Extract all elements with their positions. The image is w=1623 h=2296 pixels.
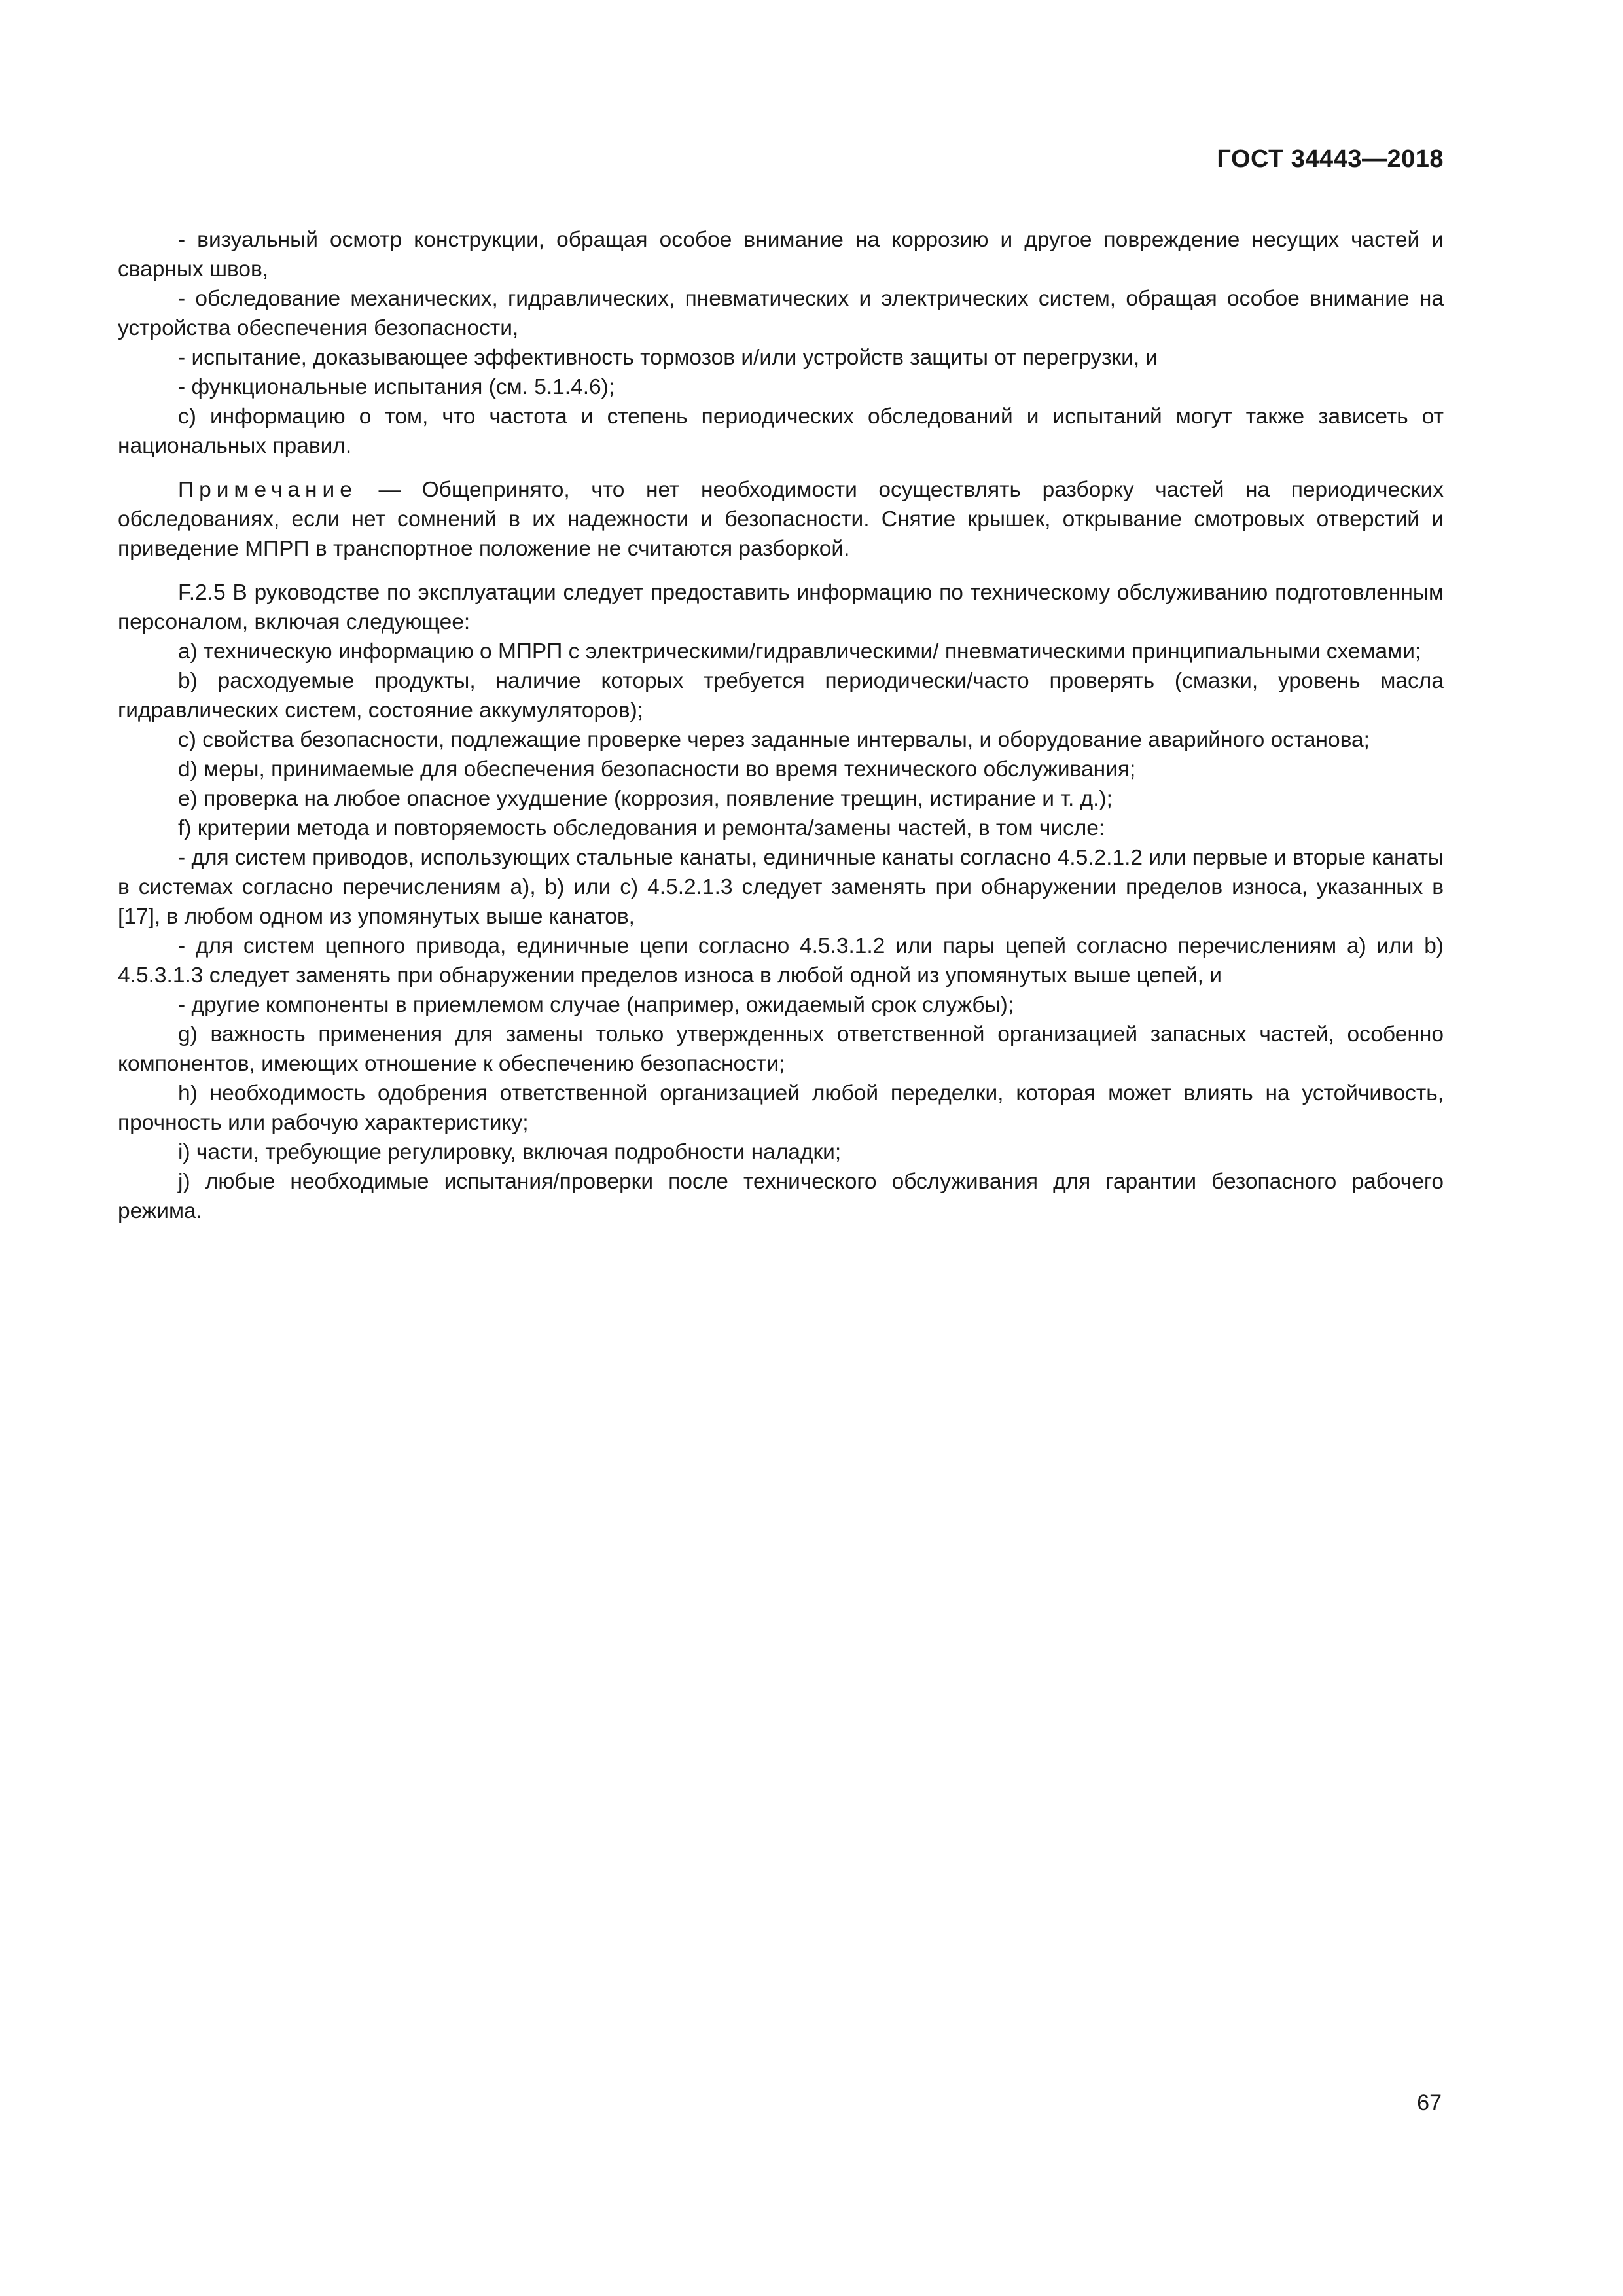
list-item: a) техническую информацию о МПРП с электрическими/гидравлическими/ пневматическими принципиальными схемами;: [178, 639, 1421, 664]
list-item: - обследование механических, гидравлических, пневматических и электрических систем, обращая особое внимание на устройства обеспечения безопасности,: [118, 287, 1444, 340]
list-item: j) любые необходимые испытания/проверки после технического обслуживания для гарантии безопасного рабочего режима.: [118, 1170, 1444, 1223]
note-text: — Общепринято, что нет необходимости осуществлять разборку частей на периодических обследованиях, если нет сомнений в их надежности и безопасности. Снятие крышек, открывание смотровых отверстий и приведение МПРП в транспортное положение не считаются разборкой.: [118, 478, 1444, 561]
section-paragraph: F.2.5 В руководстве по эксплуатации следует предоставить информацию по техническому обслуживанию подготовленным персоналом, включая следующее:: [118, 581, 1444, 634]
document-number-header: ГОСТ 34443—2018: [1217, 145, 1444, 173]
note-paragraph: [118, 475, 1444, 564]
list-item: - функциональные испытания (см. 5.1.4.6);: [178, 375, 615, 399]
list-item: e) проверка на любое опасное ухудшение (коррозия, появление трещин, истирание и т. д.);: [178, 787, 1113, 811]
list-item: - визуальный осмотр конструкции, обращая особое внимание на коррозию и другое повреждение несущих частей и сварных швов,: [118, 228, 1444, 281]
list-item: c) свойства безопасности, подлежащие проверке через заданные интервалы, и оборудование аварийного останова;: [178, 728, 1370, 752]
list-item: d) меры, принимаемые для обеспечения безопасности во время технического обслуживания;: [178, 757, 1136, 781]
list-item: f) критерии метода и повторяемость обследования и ремонта/замены частей, в том числе:: [178, 816, 1105, 840]
list-item: i) части, требующие регулировку, включая подробности наладки;: [178, 1140, 842, 1164]
list-item: b) расходуемые продукты, наличие которых требуется периодически/часто проверять (смазки, уровень масла гидравлических систем, состояние аккумуляторов);: [118, 669, 1444, 723]
note-label: Примечание: [178, 478, 357, 502]
list-item: - для систем цепного привода, единичные цепи согласно 4.5.3.1.2 или пары цепей согласно перечислениям а) или b) 4.5.3.1.3 следует заменять при обнаружении пределов износа в любой одной из упомянутых выше цепей, и: [118, 934, 1444, 988]
list-item: - для систем приводов, использующих стальные канаты, единичные канаты согласно 4.5.2.1.2 или первые и вторые канаты в системах согласно перечислениям а), b) или c) 4.5.2.1.3 следует заменять при обнаружении пределов износа, указанных в [17], в любом одном из упомянутых выше канатов,: [118, 846, 1444, 929]
page-body: [118, 225, 1444, 1226]
list-item: c) информацию о том, что частота и степень периодических обследований и испытаний могут также зависеть от национальных правил.: [118, 404, 1444, 458]
list-item: - испытание, доказывающее эффективность тормозов и/или устройств защиты от перегрузки, и: [178, 346, 1158, 370]
page-number: 67: [1417, 2090, 1442, 2115]
list-item: h) необходимость одобрения ответственной организацией любой переделки, которая может влиять на устойчивость, прочность или рабочую характеристику;: [118, 1081, 1444, 1135]
list-item: - другие компоненты в приемлемом случае (например, ожидаемый срок службы);: [178, 993, 1014, 1017]
list-item: g) важность применения для замены только утвержденных ответственной организацией запасных частей, особенно компонентов, имеющих отношение к обеспечению безопасности;: [118, 1022, 1444, 1076]
